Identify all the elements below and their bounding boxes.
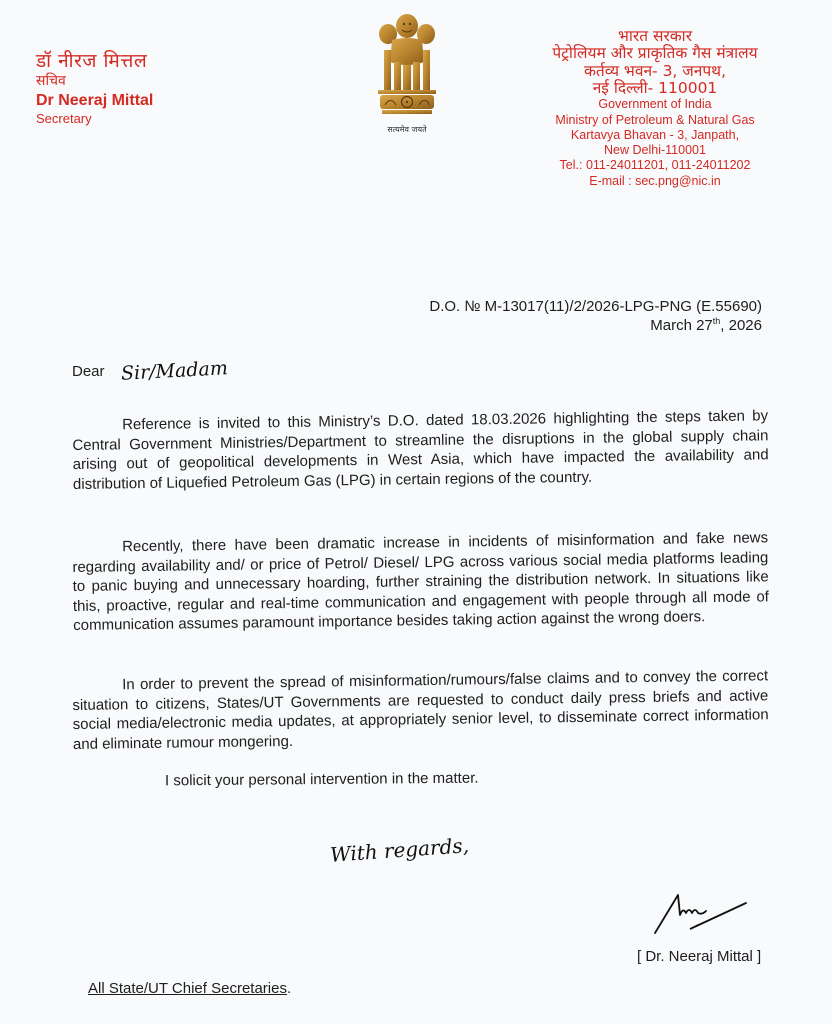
- date-ordinal: th: [712, 315, 721, 326]
- paragraph: [72, 666, 769, 754]
- sender-name-hindi: डॉ नीरज मित्तल: [36, 50, 148, 72]
- sender-title: Secretary: [36, 111, 92, 127]
- salutation: [72, 357, 228, 385]
- salutation-handwritten: Sir/Madam: [120, 357, 228, 385]
- paragraph: [72, 528, 769, 635]
- signature-mark: [650, 885, 760, 945]
- national-emblem-icon: [372, 10, 442, 122]
- date-year: , 2026: [720, 316, 762, 334]
- office-line-hindi: भारत सरकार: [617, 27, 693, 45]
- office-line-hindi: कर्तव्य भवन- 3, जनपथ,: [583, 61, 727, 80]
- office-line: Ministry of Petroleum & Natural Gas: [555, 112, 755, 127]
- handwritten-closing: With regards,: [329, 833, 470, 867]
- paragraph: [72, 406, 769, 494]
- national-emblem: [362, 10, 452, 140]
- office-email: E-mail : sec.png@nic.in: [589, 173, 721, 188]
- office-line: Kartavya Bhavan - 3, Janpath,: [570, 127, 740, 142]
- date-text: March 27: [650, 316, 713, 334]
- office-line: New Delhi-110001: [604, 143, 706, 158]
- paragraph-text: In order to prevent the spread of misinformation/rumours/false claims and to convey the correct situation to citizens, States/UT Governments are requested to conduct daily press briefs and active social media/electronic media updates, at appropriately senior level, to disseminate correct information and eliminate rumour mongering.: [72, 667, 769, 753]
- do-number: D.O. № M-13017(11)/2/2026-LPG-PNG (E.55690): [429, 298, 762, 315]
- sender-block: [36, 52, 153, 126]
- office-address-block: [505, 28, 805, 189]
- salutation-printed: Dear: [72, 362, 105, 380]
- signatory-name: [ Dr. Neeraj Mittal ]: [637, 948, 762, 965]
- letter-date: [429, 316, 762, 335]
- addressee: [88, 980, 291, 997]
- office-line-hindi: नई दिल्ली- 110001: [592, 79, 718, 98]
- paragraph-text: Recently, there have been dramatic increase in incidents of misinformation and fake news regarding availability and/ or price of Petrol/ Diesel/ LPG across various social media platforms leading to panic buying and unnecessary hoarding, further straining the distribution network. In situations like this, proactive, regular and real-time communication and engagement with people through all mode of communication assumes paramount importance besides taking action against the wrong doers.: [72, 529, 770, 634]
- signature: [650, 885, 760, 950]
- office-phone: Tel.: 011-24011201, 011-24011202: [559, 158, 751, 173]
- sender-name: Dr Neeraj Mittal: [36, 91, 154, 109]
- reference-block: [429, 298, 762, 334]
- office-line: Government of India: [598, 97, 712, 112]
- emblem-motto: सत्यमेव जयते: [387, 125, 427, 134]
- closing-request: I solicit your personal intervention in the matter.: [164, 769, 479, 790]
- addressee-period: .: [286, 980, 292, 997]
- office-line-hindi: पेट्रोलियम और प्राकृतिक गैस मंत्रालय: [552, 44, 758, 63]
- paragraph-text: Reference is invited to this Ministry’s D.O. dated 18.03.2026 highlighting the steps taken by Central Government Ministries/Department to streamline the disruptions in the global supply chain arising out of geopolitical developments in West Asia, which have impacted the availability and distribution of Liquefied Petroleum Gas (LPG) in certain regions of the country.: [72, 407, 769, 493]
- addressee-text: All State/UT Chief Secretaries: [88, 980, 287, 997]
- sender-title-hindi: सचिव: [36, 72, 66, 89]
